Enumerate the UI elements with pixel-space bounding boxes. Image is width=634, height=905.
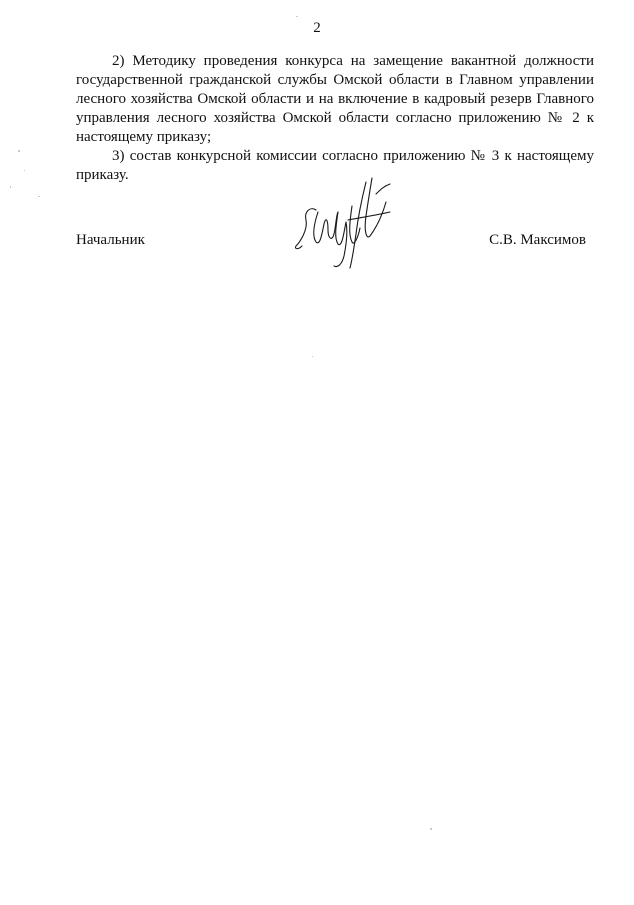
paragraph-item-2: 2) Методику проведения конкурса на замещение вакантной должности государственной гражданской службы Омской области в Главном управлении лесного хозяйства Омской области и на включение в кадровый резерв Главного управления лесного хозяйства Омской области согласно приложению № 2 к настоящему приказу; [76,53,594,145]
scan-speck [312,356,313,357]
scan-speck [296,16,298,17]
handwritten-signature [286,172,398,272]
page-number: 2 [313,20,321,36]
signature-block [76,232,594,256]
paragraph-item-3: 3) состав конкурсной комиссии согласно приложению № 3 к настоящему приказу. [76,148,594,183]
scan-speck [430,828,432,830]
scan-speck [24,170,25,171]
document-body [76,52,594,185]
scan-speck [38,196,40,197]
scan-speck [10,186,11,188]
signatory-name: С.В. Максимов [489,232,586,248]
signatory-title: Начальник [76,232,145,248]
scan-speck [18,150,20,152]
